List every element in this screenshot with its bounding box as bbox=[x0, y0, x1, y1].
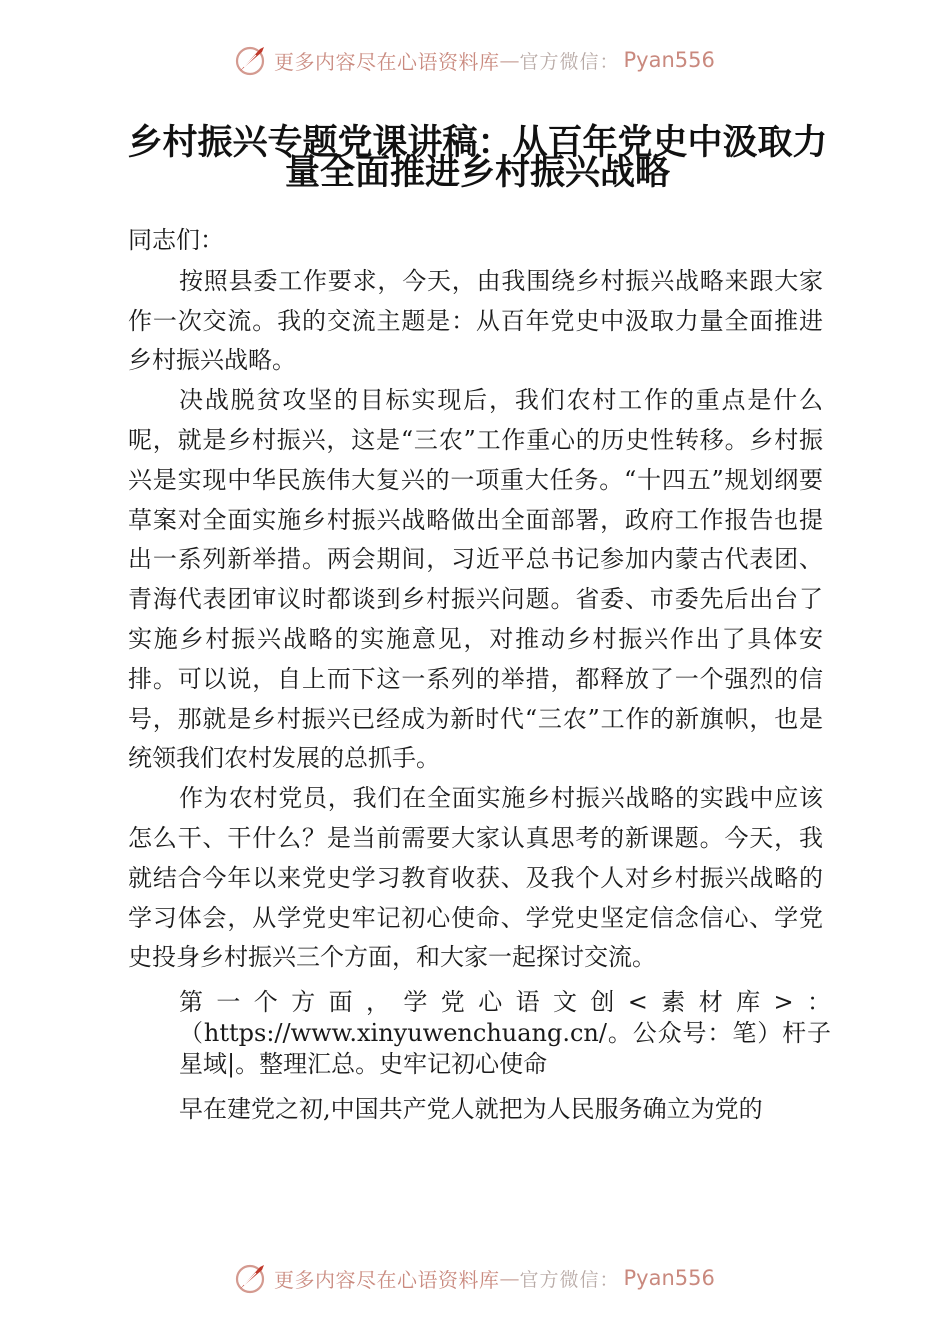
watermark-wechat-label: 官方微信： bbox=[519, 50, 620, 73]
quill-pen-logo-icon bbox=[234, 1261, 268, 1295]
watermark-text: 更多内容尽在心语资料库 bbox=[274, 1267, 500, 1292]
document-body bbox=[128, 221, 831, 1130]
watermark-separator: — bbox=[499, 48, 520, 72]
header-watermark bbox=[234, 40, 715, 80]
footer-watermark bbox=[234, 1258, 715, 1298]
greeting: 同志们： bbox=[128, 226, 224, 254]
watermark-text: 更多内容尽在心语资料库 bbox=[274, 49, 500, 74]
watermark-separator: — bbox=[499, 1266, 520, 1290]
watermark-wechat-id: Pyan556 bbox=[623, 48, 715, 72]
watermark-wechat-id: Pyan556 bbox=[623, 1266, 715, 1290]
paragraph-1: 按照县委工作要求，今天，由我围绕乡村振兴战略来跟大家作一次交流。我的交流主题是：从百年党史中汲取力量全面推进乡村振兴战略。 bbox=[128, 266, 823, 375]
paragraph-3: 作为农村党员，我们在全面实施乡村振兴战略的实践中应该怎么干、干什么？是当前需要大家认真思考的新课题。今天，我就结合今年以来党史学习教育收获、及我个人对乡村振兴战略的学习体会，从学党史牢记初心使命、学党史坚定信念信心、学党史投身乡村振兴三个方面，和大家一起探讨交流。 bbox=[128, 784, 823, 972]
watermark-wechat-label: 官方微信： bbox=[519, 1268, 620, 1291]
quill-pen-logo-icon bbox=[234, 43, 268, 77]
paragraph-2: 决战脱贫攻坚的目标实现后，我们农村工作的重点是什么呢，就是乡村振兴，这是“三农”工作重心的历史性转移。乡村振兴是实现中华民族伟大复兴的一项重大任务。“十四五”规划纲要草案对全面实施乡村振兴战略做出全面部署，政府工作报告也提出一系列新举措。两会期间，习近平总书记参加内蒙古代表团、青海代表团审议时都谈到乡村振兴问题。省委、市委先后出台了实施乡村振兴战略的实施意见，对推动乡村振兴作出了具体安排。可以说，自上而下这一系列的举措，都释放了一个强烈的信号，那就是乡村振兴已经成为新时代“三农”工作的新旗帜，也是统领我们农村发展的总抓手。 bbox=[128, 386, 823, 773]
section-heading: 第一个方面，学党心语文创<素材库>：（https://www.xinyuwenchuang.cn/。公众号：笔）杆子星域|。整理汇总。史牢记初心使命 bbox=[179, 988, 831, 1079]
document-title: 乡村振兴专题党课讲稿：从百年党史中汲取力量全面推进乡村振兴战略 bbox=[127, 123, 828, 193]
paragraph-4: 早在建党之初,中国共产党人就把为人民服务确立为党的 bbox=[179, 1095, 763, 1124]
